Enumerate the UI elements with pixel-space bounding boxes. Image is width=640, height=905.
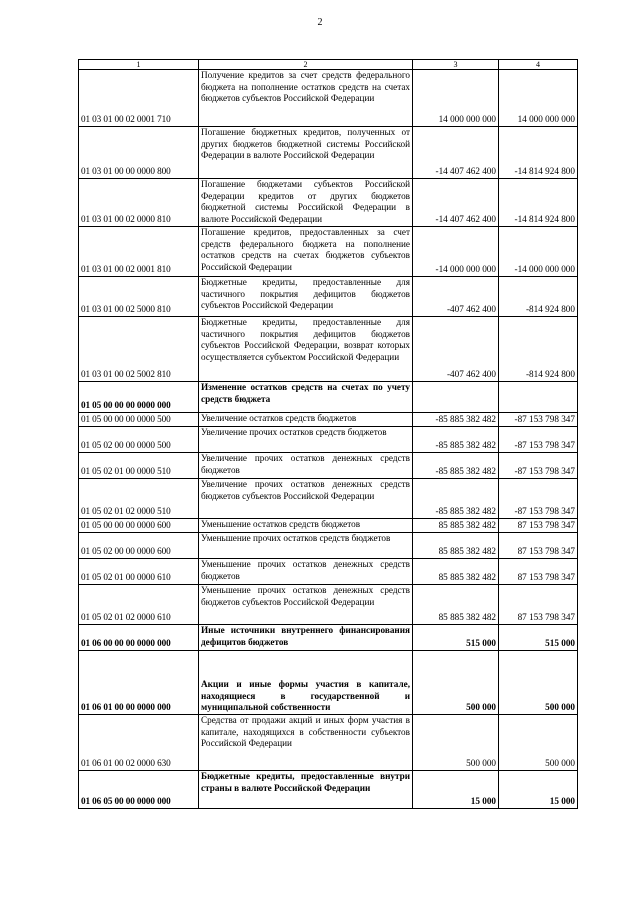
row-value-col3: 14 000 000 000 — [413, 70, 499, 127]
table-row — [79, 127, 578, 179]
row-value-col3: 500 000 — [413, 715, 499, 771]
row-description: Погашение бюджетных кредитов, полученных от других бюджетов бюджетной системы Российской Федерации в валюте Российской Федерации — [199, 127, 413, 179]
row-value-col4: 87 153 798 347 — [499, 559, 578, 585]
row-value-col3: -85 885 382 482 — [413, 453, 499, 479]
row-value-col4: -814 924 800 — [499, 317, 578, 382]
row-code: 01 05 02 00 00 0000 500 — [79, 427, 199, 453]
row-value-col4: -14 000 000 000 — [499, 227, 578, 277]
row-code: 01 06 00 00 00 0000 000 — [79, 625, 199, 651]
row-value-col3: 85 885 382 482 — [413, 585, 499, 625]
row-description: Уменьшение прочих остатков денежных средств бюджетов субъектов Российской Федерации — [199, 585, 413, 625]
row-value-col4: 14 000 000 000 — [499, 70, 578, 127]
table-row — [79, 382, 578, 413]
row-code: 01 03 01 00 00 0000 800 — [79, 127, 199, 179]
row-value-col4: 500 000 — [499, 715, 578, 771]
row-description: Иные источники внутреннего финансирования дефицитов бюджетов — [199, 625, 413, 651]
row-value-col3: -14 407 462 400 — [413, 179, 499, 227]
row-value-col4: -14 814 924 800 — [499, 179, 578, 227]
header-col-3: 3 — [413, 60, 499, 70]
table-row — [79, 227, 578, 277]
table-row — [79, 277, 578, 317]
table-row — [79, 771, 578, 809]
table-row — [79, 413, 578, 427]
row-value-col4: -87 153 798 347 — [499, 413, 578, 427]
row-value-col4: 15 000 — [499, 771, 578, 809]
row-description: Увеличение прочих остатков денежных средств бюджетов — [199, 453, 413, 479]
row-value-col4 — [499, 382, 578, 413]
row-value-col4: 515 000 — [499, 625, 578, 651]
row-value-col4: -14 814 924 800 — [499, 127, 578, 179]
row-description: Бюджетные кредиты, предоставленные внутри страны в валюте Российской Федерации — [199, 771, 413, 809]
row-code: 01 05 02 00 00 0000 600 — [79, 533, 199, 559]
row-value-col3: -14 407 462 400 — [413, 127, 499, 179]
table-row — [79, 70, 578, 127]
row-description: Уменьшение прочих остатков средств бюджетов — [199, 533, 413, 559]
row-code: 01 05 02 01 02 0000 610 — [79, 585, 199, 625]
row-value-col3: 85 885 382 482 — [413, 533, 499, 559]
row-description: Акции и иные формы участия в капитале, находящиеся в государственной и муниципальной собственности — [199, 651, 413, 715]
row-code: 01 05 02 01 02 0000 510 — [79, 479, 199, 519]
row-value-col3: 515 000 — [413, 625, 499, 651]
row-value-col4: 87 153 798 347 — [499, 533, 578, 559]
row-value-col4: -87 153 798 347 — [499, 479, 578, 519]
table-row — [79, 317, 578, 382]
row-value-col4: -87 153 798 347 — [499, 427, 578, 453]
row-value-col4: 87 153 798 347 — [499, 519, 578, 533]
page-number: 2 — [317, 17, 323, 28]
budget-sources-table — [78, 59, 578, 809]
row-description: Средства от продажи акций и иных форм участия в капитале, находящихся в собственности субъектов Российской Федерации — [199, 715, 413, 771]
row-value-col3 — [413, 382, 499, 413]
table-row — [79, 625, 578, 651]
row-value-col3: -85 885 382 482 — [413, 427, 499, 453]
header-row — [79, 60, 578, 70]
table-row — [79, 427, 578, 453]
row-code: 01 05 02 01 00 0000 610 — [79, 559, 199, 585]
row-code: 01 06 01 00 02 0000 630 — [79, 715, 199, 771]
row-code: 01 05 02 01 00 0000 510 — [79, 453, 199, 479]
row-description: Уменьшение прочих остатков денежных средств бюджетов — [199, 559, 413, 585]
row-code: 01 03 01 00 02 5000 810 — [79, 277, 199, 317]
row-value-col3: 85 885 382 482 — [413, 519, 499, 533]
header-col-1: 1 — [79, 60, 199, 70]
row-code: 01 06 01 00 00 0000 000 — [79, 651, 199, 715]
row-description: Погашение бюджетами субъектов Российской Федерации кредитов от других бюджетов бюджетной системы Российской Федерации в валюте Российской Федерации — [199, 179, 413, 227]
table-row — [79, 715, 578, 771]
table-row — [79, 651, 578, 715]
row-value-col4: 87 153 798 347 — [499, 585, 578, 625]
row-value-col4: 500 000 — [499, 651, 578, 715]
table-row — [79, 179, 578, 227]
row-code: 01 03 01 00 02 0001 810 — [79, 227, 199, 277]
row-code: 01 05 00 00 00 0000 500 — [79, 413, 199, 427]
row-description: Погашение кредитов, предоставленных за счет средств федерального бюджета на пополнение остатков средств на счетах бюджетов субъектов Российской Федерации — [199, 227, 413, 277]
row-value-col3: 500 000 — [413, 651, 499, 715]
row-description: Увеличение прочих остатков денежных средств бюджетов субъектов Российской Федерации — [199, 479, 413, 519]
row-description: Увеличение прочих остатков средств бюджетов — [199, 427, 413, 453]
row-description: Бюджетные кредиты, предоставленные для частичного покрытия дефицитов бюджетов субъектов Российской Федерации — [199, 277, 413, 317]
row-description: Изменение остатков средств на счетах по учету средств бюджета — [199, 382, 413, 413]
table-row — [79, 479, 578, 519]
row-code: 01 03 01 00 02 0001 710 — [79, 70, 199, 127]
row-value-col3: 15 000 — [413, 771, 499, 809]
row-value-col3: -85 885 382 482 — [413, 413, 499, 427]
table-row — [79, 559, 578, 585]
row-code: 01 03 01 00 02 5002 810 — [79, 317, 199, 382]
row-value-col3: 85 885 382 482 — [413, 559, 499, 585]
row-value-col3: -407 462 400 — [413, 277, 499, 317]
row-description: Уменьшение остатков средств бюджетов — [199, 519, 413, 533]
header-col-4: 4 — [499, 60, 578, 70]
table-row — [79, 585, 578, 625]
row-code: 01 05 00 00 00 0000 000 — [79, 382, 199, 413]
row-value-col4: -87 153 798 347 — [499, 453, 578, 479]
table-row — [79, 519, 578, 533]
row-description: Бюджетные кредиты, предоставленные для частичного покрытия дефицитов бюджетов субъектов Российской Федерации, возврат которых осуществляется субъектом Российской Федерации — [199, 317, 413, 382]
table-row — [79, 453, 578, 479]
row-value-col3: -407 462 400 — [413, 317, 499, 382]
row-description: Получение кредитов за счет средств федерального бюджета на пополнение остатков средств на счетах бюджетов субъектов Российской Федерации — [199, 70, 413, 127]
row-value-col4: -814 924 800 — [499, 277, 578, 317]
row-value-col3: -14 000 000 000 — [413, 227, 499, 277]
row-code: 01 05 00 00 00 0000 600 — [79, 519, 199, 533]
row-code: 01 06 05 00 00 0000 000 — [79, 771, 199, 809]
header-col-2: 2 — [199, 60, 413, 70]
row-code: 01 03 01 00 02 0000 810 — [79, 179, 199, 227]
row-value-col3: -85 885 382 482 — [413, 479, 499, 519]
row-description: Увеличение остатков средств бюджетов — [199, 413, 413, 427]
table-row — [79, 533, 578, 559]
